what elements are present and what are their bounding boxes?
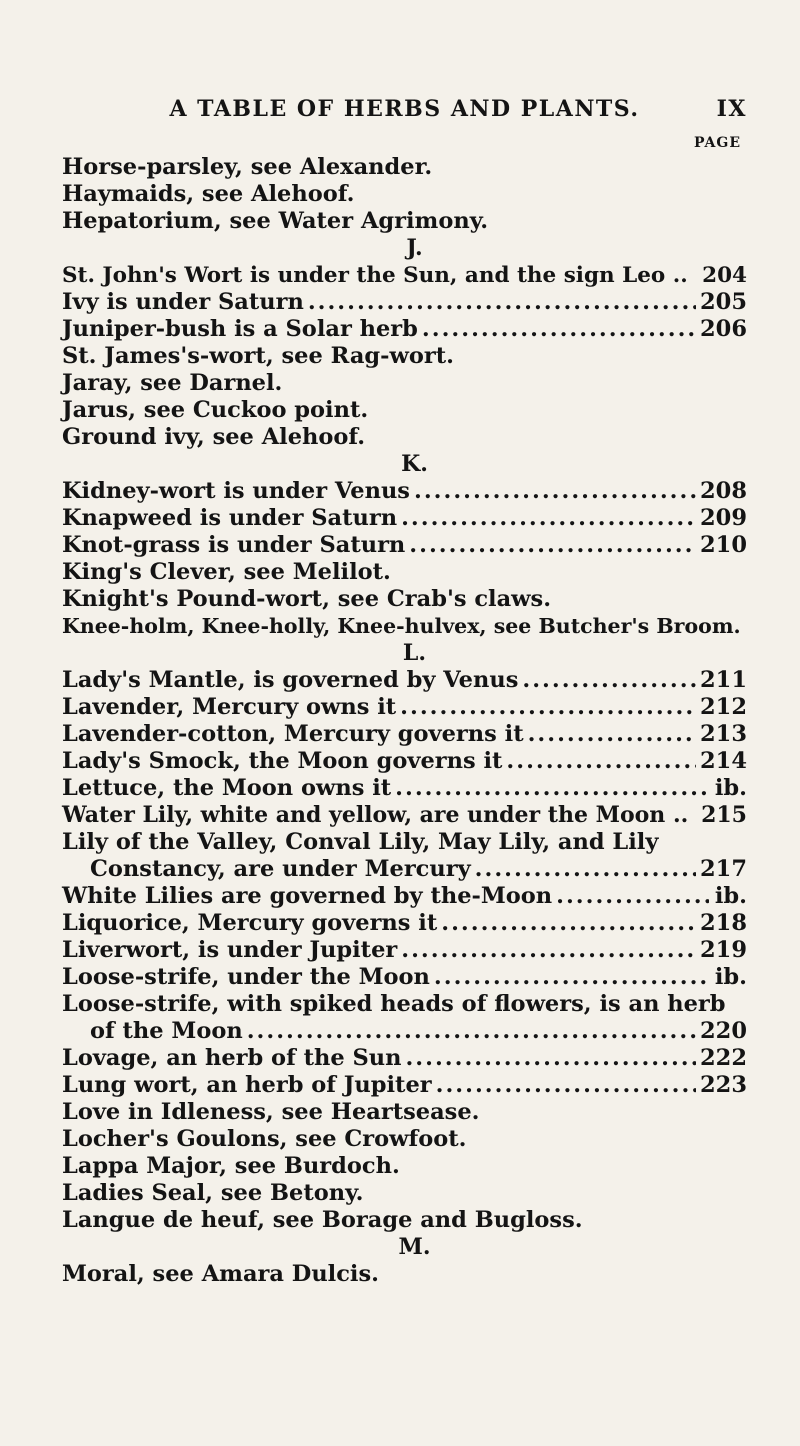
entry-name: Knot-grass is under Saturn xyxy=(62,532,406,558)
entry-page-number: 217 xyxy=(700,856,747,882)
index-entry xyxy=(62,991,747,1018)
entry-name: St. James's-wort, see Rag-wort. xyxy=(62,343,454,369)
entry-page-number: 215 xyxy=(701,802,747,828)
index-entry xyxy=(62,1045,747,1072)
dot-leader xyxy=(441,910,696,937)
entry-name: Knee-holm, Knee-holly, Knee-hulvex, see Butcher's Broom. xyxy=(62,614,741,638)
entry-name: Lovage, an herb of the Sun xyxy=(62,1045,402,1071)
entry-page-number: 208 xyxy=(700,478,747,504)
entry-name: Loose-strife, under the Moon xyxy=(62,964,430,990)
index-entry xyxy=(62,1018,747,1045)
index-entry xyxy=(62,316,747,343)
entry-page-number: 205 xyxy=(700,289,747,315)
dot-leader xyxy=(475,856,696,883)
dot-leader xyxy=(422,316,696,343)
index-entry xyxy=(62,856,747,883)
section-letter: K. xyxy=(401,451,428,477)
index-entry xyxy=(62,1207,747,1234)
index-entry xyxy=(62,343,747,370)
entry-name: Liquorice, Mercury governs it xyxy=(62,910,438,936)
entry-name: Water Lily, white and yellow, are under the Moon .. xyxy=(62,802,689,828)
entry-page-number: ib. xyxy=(714,964,747,990)
entry-name: Lady's Smock, the Moon governs it xyxy=(62,748,503,774)
index-entry xyxy=(62,667,747,694)
entry-name: Juniper-bush is a Solar herb xyxy=(62,316,418,342)
entry-name: Moral, see Amara Dulcis. xyxy=(62,1261,379,1287)
index-entry xyxy=(62,1180,747,1207)
herb-index-list xyxy=(62,154,747,1288)
index-page xyxy=(62,96,747,1288)
entry-name: Ivy is under Saturn xyxy=(62,289,304,315)
index-entry xyxy=(62,1153,747,1180)
page-number: IX xyxy=(716,96,747,122)
entry-page-number: 220 xyxy=(700,1018,747,1044)
entry-name: Langue de heuf, see Borage and Bugloss. xyxy=(62,1207,583,1233)
entry-page-number: 213 xyxy=(700,721,747,747)
entry-page-number: 209 xyxy=(700,505,747,531)
entry-page-number: 204 xyxy=(702,263,747,288)
dot-leader xyxy=(528,721,696,748)
dot-leader xyxy=(436,1072,696,1099)
entry-page-number: 214 xyxy=(700,748,747,774)
index-entry xyxy=(62,829,747,856)
index-entry xyxy=(62,1099,747,1126)
dot-leader xyxy=(401,505,696,532)
entry-name: Lettuce, the Moon owns it xyxy=(62,775,392,801)
entry-name: Lavender, Mercury owns it xyxy=(62,694,397,720)
entry-page-number: 211 xyxy=(700,667,747,693)
entry-name: St. John's Wort is under the Sun, and the sign Leo .. xyxy=(62,263,688,288)
entry-page-number: 210 xyxy=(700,532,747,558)
dot-leader xyxy=(522,667,696,694)
entry-name: Constancy, are under Mercury xyxy=(90,856,471,882)
entry-name: Locher's Goulons, see Crowfoot. xyxy=(62,1126,467,1152)
index-entry xyxy=(62,154,747,181)
entry-name: Haymaids, see Alehoof. xyxy=(62,181,355,207)
entry-name: Liverwort, is under Jupiter xyxy=(62,937,398,963)
page-column-label: PAGE xyxy=(694,135,741,151)
index-entry xyxy=(62,505,747,532)
dot-leader xyxy=(401,937,696,964)
entry-name: Lavender-cotton, Mercury governs it xyxy=(62,721,524,747)
index-entry xyxy=(62,532,747,559)
entry-page-number: 206 xyxy=(700,316,747,342)
entry-name: Lily of the Valley, Conval Lily, May Lily, and Lily xyxy=(62,829,659,855)
index-entry xyxy=(62,424,747,451)
dot-leader xyxy=(405,1045,696,1072)
entry-name: Love in Idleness, see Heartsease. xyxy=(62,1099,480,1125)
entry-name: Hepatorium, see Water Agrimony. xyxy=(62,208,489,234)
index-entry xyxy=(62,1261,747,1288)
index-entry xyxy=(62,748,747,775)
index-entry xyxy=(62,694,747,721)
entry-name: Jarus, see Cuckoo point. xyxy=(62,397,369,423)
entry-name: Jaray, see Darnel. xyxy=(62,370,283,396)
index-entry xyxy=(62,1126,747,1153)
index-entry xyxy=(62,478,747,505)
index-entry xyxy=(62,883,747,910)
entry-page-number: ib. xyxy=(714,775,747,801)
entry-name: Lappa Major, see Burdoch. xyxy=(62,1153,400,1179)
page-title: A TABLE OF HERBS AND PLANTS. xyxy=(169,96,640,122)
entry-page-number: 219 xyxy=(700,937,747,963)
dot-leader xyxy=(395,775,709,802)
index-entry xyxy=(62,721,747,748)
dot-leader xyxy=(556,883,709,910)
dot-leader xyxy=(308,289,696,316)
entry-name: Knapweed is under Saturn xyxy=(62,505,398,531)
entry-name: Knight's Pound-wort, see Crab's claws. xyxy=(62,586,552,612)
index-entry xyxy=(62,937,747,964)
index-entry xyxy=(62,586,747,613)
entry-name: Loose-strife, with spiked heads of flowers, is an herb xyxy=(62,991,726,1017)
entry-page-number: 223 xyxy=(700,1072,747,1098)
index-entry xyxy=(62,208,747,235)
index-entry xyxy=(62,397,747,424)
section-letter: L. xyxy=(402,640,427,666)
entry-name: White Lilies are governed by the-Moon xyxy=(62,883,553,909)
index-entry xyxy=(62,802,747,829)
section-letter: J. xyxy=(406,235,423,261)
index-entry xyxy=(62,262,747,289)
index-entry xyxy=(62,910,747,937)
running-head xyxy=(62,96,747,132)
index-entry xyxy=(62,559,747,586)
entry-name: Horse-parsley, see Alexander. xyxy=(62,154,433,180)
entry-page-number: 222 xyxy=(700,1045,747,1071)
section-letter: M. xyxy=(398,1234,431,1260)
entry-page-number: 212 xyxy=(700,694,747,720)
entry-name: of the Moon xyxy=(90,1018,243,1044)
entry-name: Kidney-wort is under Venus xyxy=(62,478,410,504)
entry-name: Lung wort, an herb of Jupiter xyxy=(62,1072,432,1098)
entry-name: Ground ivy, see Alehoof. xyxy=(62,424,366,450)
entry-name: Lady's Mantle, is governed by Venus xyxy=(62,667,519,693)
index-entry xyxy=(62,613,747,640)
dot-leader xyxy=(414,478,696,505)
index-entry xyxy=(62,370,747,397)
index-entry xyxy=(62,775,747,802)
index-entry xyxy=(62,1072,747,1099)
entry-page-number: 218 xyxy=(700,910,747,936)
dot-leader xyxy=(409,532,696,559)
index-entry xyxy=(62,181,747,208)
dot-leader xyxy=(400,694,696,721)
entry-name: Ladies Seal, see Betony. xyxy=(62,1180,364,1206)
dot-leader xyxy=(434,964,709,991)
index-entry xyxy=(62,964,747,991)
dot-leader xyxy=(247,1018,696,1045)
index-entry xyxy=(62,289,747,316)
dot-leader xyxy=(506,748,696,775)
entry-name: King's Clever, see Melilot. xyxy=(62,559,391,585)
entry-page-number: ib. xyxy=(714,883,747,909)
